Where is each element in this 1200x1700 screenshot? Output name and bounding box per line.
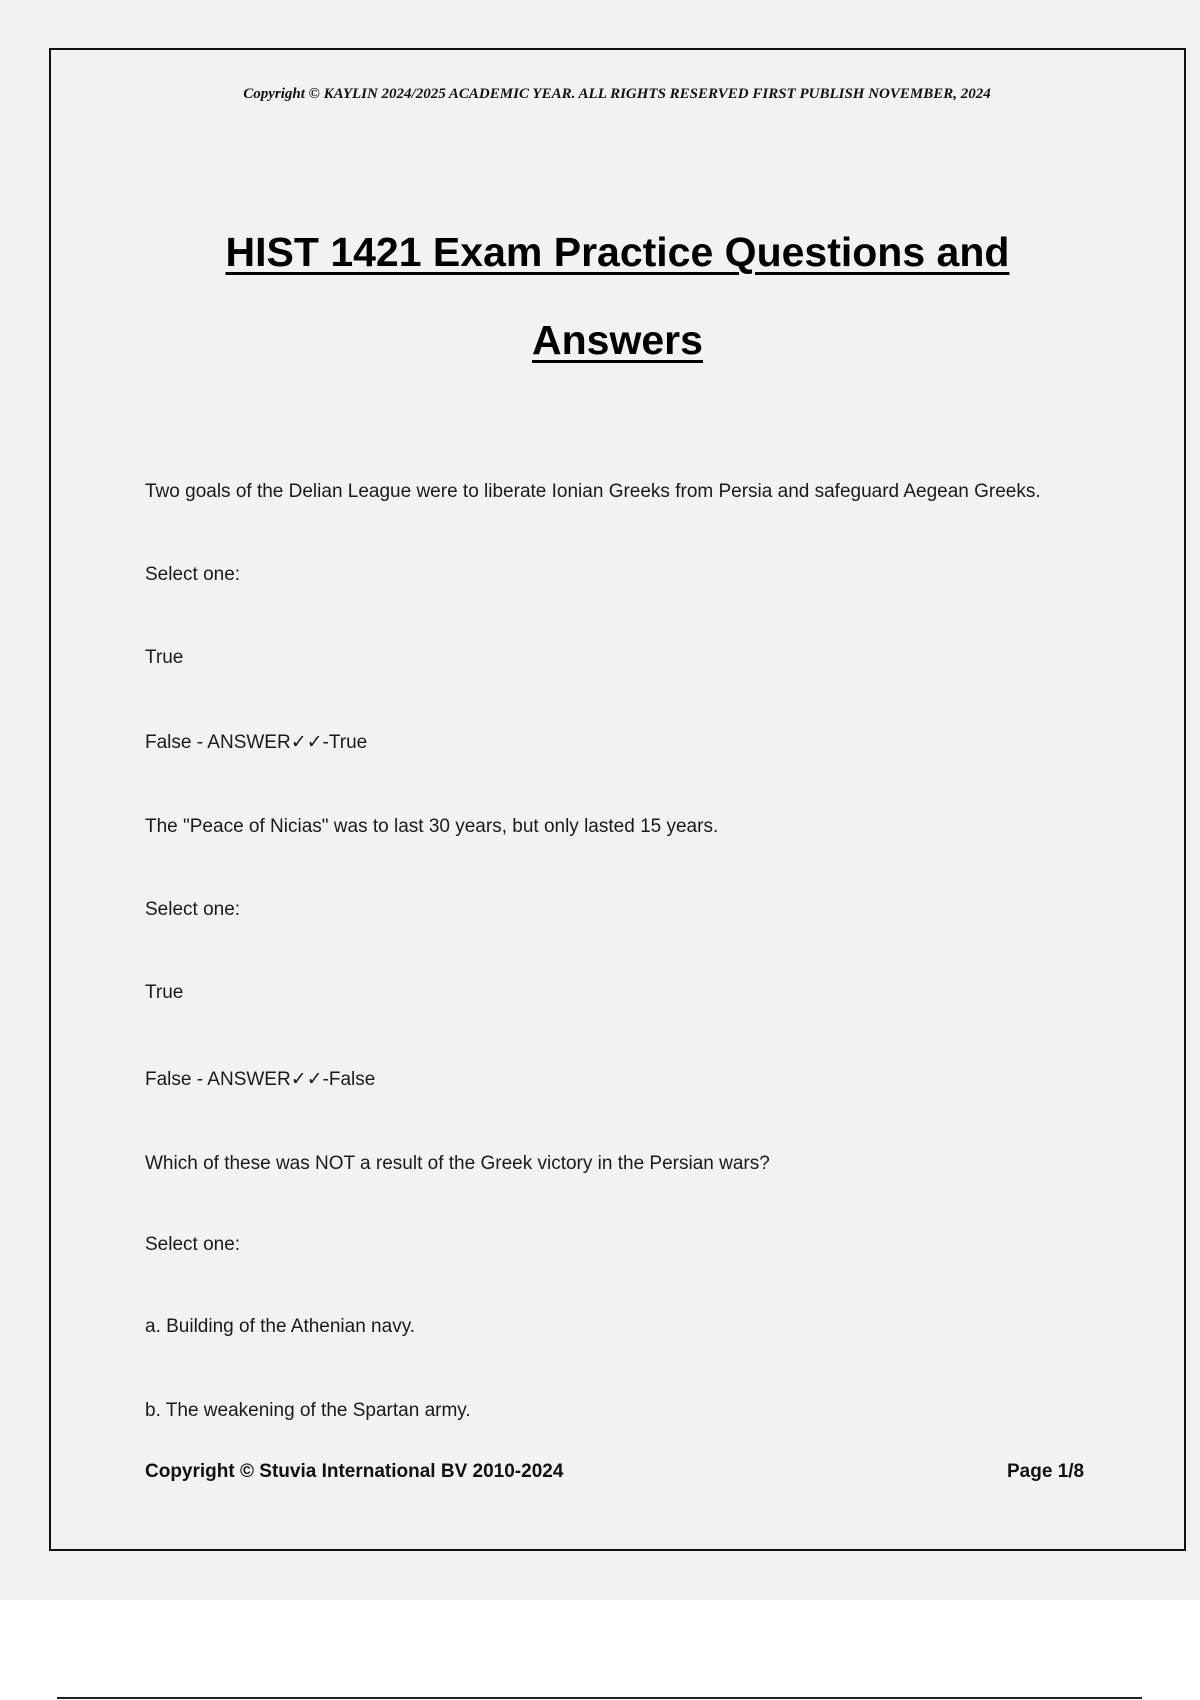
question-3-prompt: Select one: [145,1234,241,1255]
question-1-option-b: False - ANSWER✓✓-True [145,732,368,753]
title-line-1: HIST 1421 Exam Practice Questions and [225,229,1010,275]
question-3-option-b: b. The weakening of the Spartan army. [145,1400,471,1421]
question-2-option-a: True [145,982,184,1003]
document-title [140,208,1095,384]
page-number: Page 1/8 [1007,1461,1085,1482]
header-copyright: Copyright © KAYLIN 2024/2025 ACADEMIC YEAR. ALL RIGHTS RESERVED FIRST PUBLISH NOVEMBER, 2024 [243,86,991,102]
question-2-option-b: False - ANSWER✓✓-False [145,1069,376,1090]
title-line-2: Answers [532,317,703,363]
question-3-text: Which of these was NOT a result of the Greek victory in the Persian wars? [145,1153,770,1174]
question-3-option-a: a. Building of the Athenian navy. [145,1316,416,1337]
next-page-divider [57,1697,1142,1699]
question-2-prompt: Select one: [145,899,241,920]
question-2-text: The "Peace of Nicias" was to last 30 years, but only lasted 15 years. [145,816,719,837]
question-1-option-a: True [145,647,184,668]
footer-copyright: Copyright © Stuvia International BV 2010-2024 [145,1461,564,1482]
question-1-prompt: Select one: [145,564,241,585]
question-1-text: Two goals of the Delian League were to liberate Ionian Greeks from Persia and safeguard Aegean Greeks. [145,481,1041,502]
